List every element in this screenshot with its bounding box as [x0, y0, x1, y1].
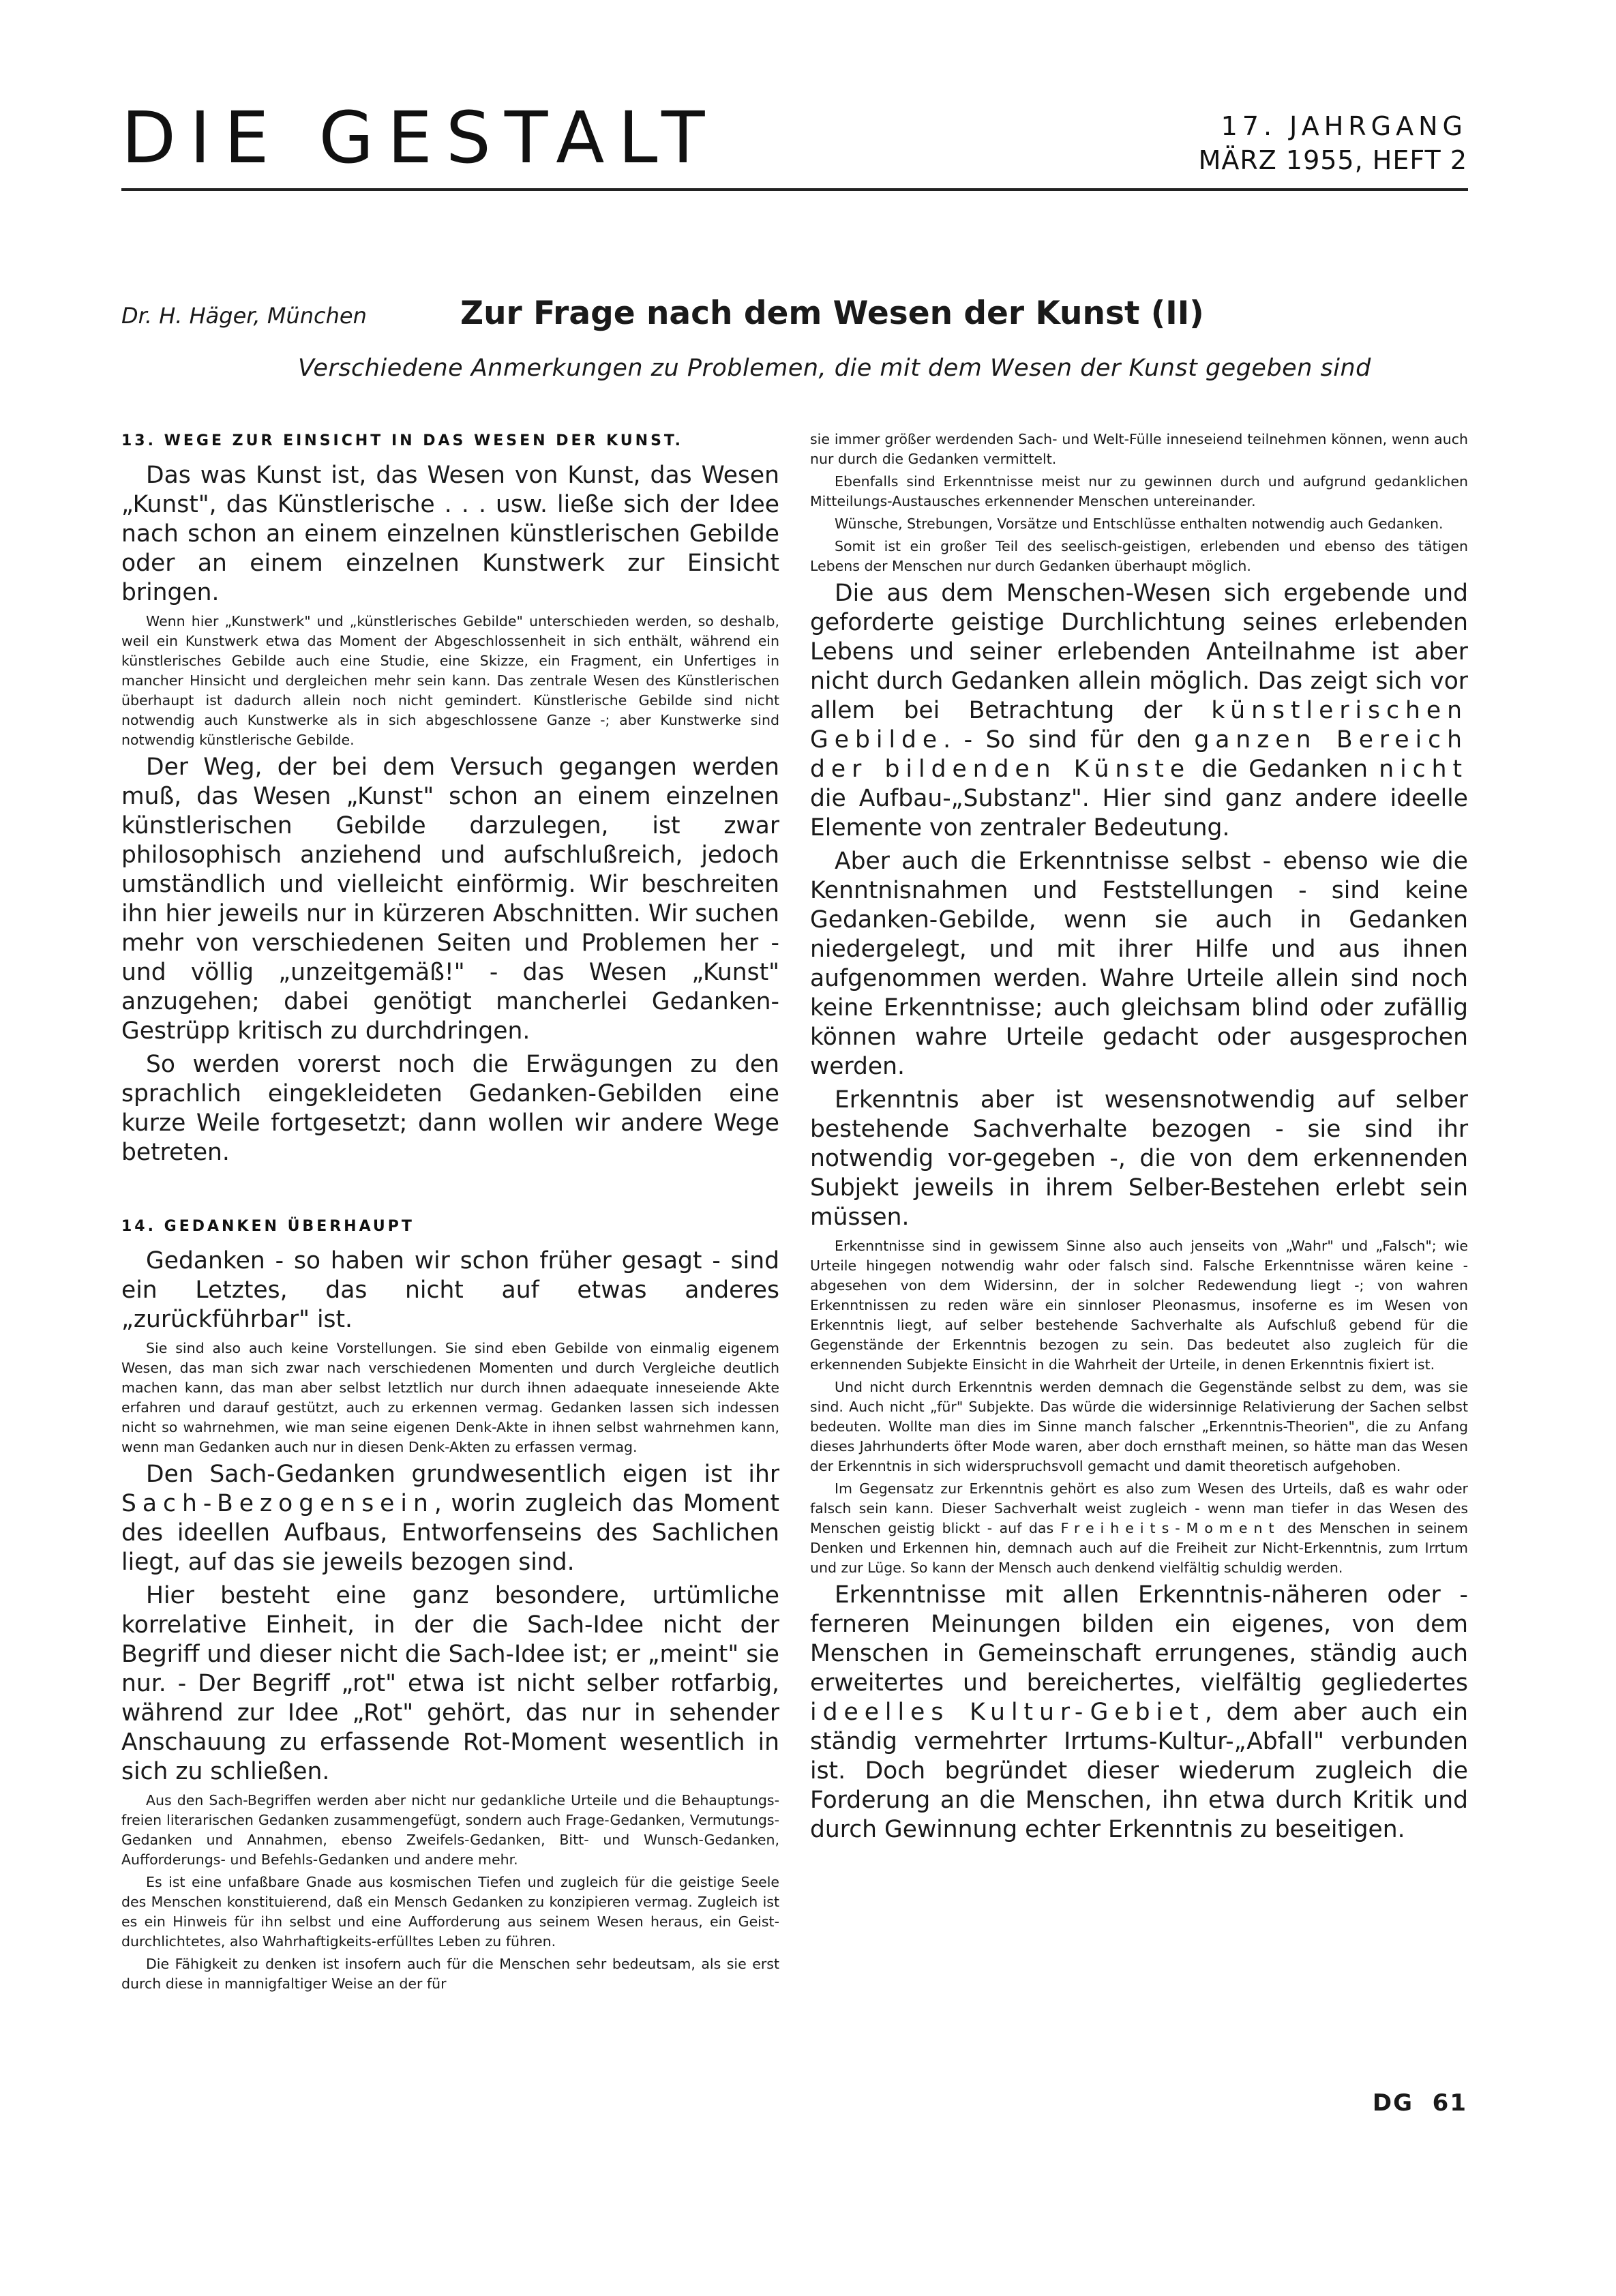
emphasis-text: ganzen Bereich der bildenden Künste — [810, 726, 1468, 783]
text-run: Erkenntnisse mit allen Erkenntnis-näheren oder -ferneren Meinungen bilden ein eigenes, von dem Menschen in Gemeinschaft errungenes, ständig auch erweitertes und bereichertes, vielfältig gegliedertes — [810, 1581, 1468, 1697]
paragraph: So werden vorerst noch die Erwägungen zu den sprachlich eingekleideten Gedanken-Gebilden eine kurze Weile fortgesetzt; dann wollen wir andere Wege betreten. — [121, 1051, 779, 1166]
paragraph: Wünsche, Strebungen, Vorsätze und Entschlüsse enthalten notwendig auch Gedanken. — [835, 516, 1443, 532]
text-run: des Menschen in seinem Denken und Erkennen hin, demnach auch auf die Freiheit zur Nicht-Erkenntnis, zum Irrtum und zur Lüge. So kann der Mensch auch denkend vielfältig schuldig werden. — [810, 1520, 1468, 1576]
section-heading-14: 14. GEDANKEN ÜBERHAUPT — [121, 1218, 415, 1235]
paragraph: Das was Kunst ist, das Wesen von Kunst, das Wesen „Kunst", das Künstlerische . . . usw. ließe sich der Idee nach schon an einem einzelnen künstlerischen Gebilde oder an einem einzelnen Kunstwerk zur Einsicht bringen. — [121, 462, 779, 606]
paragraph: Sie sind also auch keine Vorstellungen. Sie sind eben Gebilde von einmalig eigenem Wesen, das man sich zwar nach verschiedenen Momenten und durch Vergleiche deutlich machen kann, das man aber selbst letztlich nur durch ihnen adaequate inneseiende Akte erfahren und darauf gestützt, auch zu erkennen vermag. Gedanken lassen sich indessen nicht so wahrnehmen, wie man seine eigenen Denk-Akte in ihnen selbst wahrnehmen kann, wenn man Gedanken auch nur in diesen Denk-Akten zu erfassen vermag. — [121, 1340, 779, 1455]
right-column — [810, 430, 1468, 1849]
article-title: Zur Frage nach dem Wesen der Kunst (II) — [460, 295, 1204, 332]
paragraph: Ebenfalls sind Erkenntnisse meist nur zu gewinnen durch und aufgrund gedanklichen Mitteilungs-Austausches erkennender Menschen untereinander. — [810, 473, 1468, 509]
paragraph: Aus den Sach-Begriffen werden aber nicht nur gedankliche Urteile und die Behauptungs-freien literarischen Gedanken zusammengefügt, sondern auch Frage-Gedanken, Vermutungs-Gedanken und Annahmen, ebenso Zweifels-Gedanken, Bitt- und Wunsch-Gedanken, Aufforderungs- und Befehls-Gedanken und andere mehr. — [121, 1792, 779, 1868]
text-run: , worin zugleich das Moment des ideellen Aufbaus, Entworfenseins des Sachlichen liegt, auf das sie jeweils bezogen sind. — [121, 1490, 779, 1576]
article-author: Dr. H. Häger, München — [121, 303, 367, 329]
paragraph: Wenn hier „Kunstwerk" und „künstlerisches Gebilde" unterschieden werden, so deshalb, weil ein Kunstwerk etwa das Moment der Abgeschlossenheit in sich enthält, während ein künstlerisches Gebilde auch eine Studie, eine Skizze, ein Fragment, ein Unfertiges in mancher Hinsicht und dergleichen mehr sein kann. Das zentrale Wesen des Künstlerischen überhaupt ist dadurch allein noch nicht gemindert. Künstlerische Gebilde sind nicht notwendig auch Kunstwerke als in sich abgeschlossene Ganze -; aber Kunstwerke sind notwendig künstlerische Gebilde. — [121, 613, 779, 748]
text-run: Die aus dem Menschen-Wesen sich ergebende und geforderte geistige Durchlichtung seines erlebenden Lebens und seiner erlebenden Anteilnahme ist aber nicht durch Gedanken allein möglich. Das zeigt sich vor allem bei Betrachtung der — [810, 580, 1468, 724]
volume-label: 17. JAHRGANG — [1221, 111, 1467, 141]
paragraph: Es ist eine unfaßbare Gnade aus kosmischen Tiefen und zugleich für die geistige Seele des Menschen konstituierend, daß ein Mensch Gedanken zu konzipieren vermag. Zugleich ist es ein Hinweis für ihn selbst und eine Aufforderung aus seinem Wesen heraus, ein Geist-durchlichtetes, also Wahrhaftigkeits-erfülltes Leben zu führen. — [121, 1874, 779, 1950]
paragraph: Aber auch die Erkenntnisse selbst - ebenso wie die Kenntnisnahmen und Feststellungen - sind keine Gedanken-Gebilde, wenn sie auch in Gedanken niedergelegt, und mit ihrer Hilfe und aus ihnen aufgenommen werden. Wahre Urteile allein sind noch keine Erkenntnisse; auch gleichsam blind oder zufällig können wahre Urteile gedacht oder ausgesprochen werden. — [810, 848, 1468, 1080]
page-number: 61 — [1432, 2089, 1467, 2117]
paragraph: Erkenntnisse sind in gewissem Sinne also auch jenseits von „Wahr" und „Falsch"; wie Urteile hingegen notwendig wahr oder falsch sind. Falsche Erkenntnisse wären keine - abgesehen von dem Widersinn, der in solcher Redewendung liegt -; von wahren Erkenntnissen zu reden wäre ein sinnloser Pleonasmus, insoferne es im Wesen von Erkenntnis liegt, auf selber bestehende Sachverhalte als Aufschluß gebend für die Gegenstände der Erkenntnis bezogen zu sein. Das bedeutet also zugleich für die erkennenden Subjekte Einsicht in die Wahrheit der Urteile, in denen Erkenntnis fixiert ist. — [810, 1238, 1468, 1373]
paragraph — [121, 1460, 779, 1577]
left-column — [121, 430, 779, 1997]
section-heading-13: 13. WEGE ZUR EINSICHT IN DAS WESEN DER KUNST. — [121, 432, 683, 449]
text-run: Im Gegensatz zur Erkenntnis gehört es also zum Wesen des Urteils, daß es wahr oder falsch sein kann. Dieser Sachverhalt weist zugleich - wenn man tiefer in das Wesen des Menschen geistig blickt - auf das — [810, 1480, 1468, 1536]
issue-date: MÄRZ 1955, HEFT 2 — [1198, 145, 1467, 175]
text-run: . - So sind für den — [943, 726, 1181, 754]
emphasis-text: Sach-Bezogensein — [121, 1490, 434, 1517]
paragraph: Somit ist ein großer Teil des seelisch-geistigen, erlebenden und ebenso des tätigen Lebens der Menschen nur durch Gedanken überhaupt möglich. — [810, 538, 1468, 574]
paragraph — [810, 1581, 1468, 1845]
paragraph: Hier besteht eine ganz besondere, urtümliche korrelative Einheit, in der die Sach-Idee nicht der Begriff und dieser nicht die Sach-Idee ist; er „meint" sie nur. - Der Begriff „rot" etwa ist nicht selber rotfarbig, während zur Idee „Rot" gehört, das nur in sehender Anschauung zu erfassende Rot-Moment wesentlich in sich zu schließen. — [121, 1582, 779, 1785]
paragraph: Und nicht durch Erkenntnis werden demnach die Gegenstände selbst zu dem, was sie sind. Auch nicht „für" Subjekte. Das würde die widersinnige Relativierung der Sachen selbst bedeuten. Wollte man dies im Sinne manch falscher „Erkenntnis-Theorien", die zu Anfang dieses Jahrhunderts öfter Mode waren, aber doch ernsthaft meinen, so hätte man das Wesen der Erkenntnis in sich widerspruchsvoll gemacht und damit theoretisch aufgehoben. — [810, 1379, 1468, 1474]
paragraph: Die Fähigkeit zu denken ist insofern auch für die Menschen sehr bedeutsam, als sie erst durch diese in mannigfaltiger Weise an der für — [121, 1956, 779, 1992]
text-run: , dem aber auch ein ständig vermehrter Irrtums-Kultur-„Abfall" verbunden ist. Doch begründet dieser wiederum zugleich die Forderung an die Menschen, ihn etwa durch Kritik und durch Gewinnung echter Erkenntnis zu beseitigen. — [810, 1699, 1468, 1843]
text-run: die Gedanken — [1201, 756, 1368, 783]
paragraph: Gedanken - so haben wir schon früher gesagt - sind ein Letztes, das nicht auf etwas anderes „zurückführbar" ist. — [121, 1247, 779, 1333]
text-run: die Aufbau-„Substanz". Hier sind ganz andere ideelle Elemente von zentraler Bedeutung. — [810, 785, 1468, 841]
article-subtitle: Verschiedene Anmerkungen zu Problemen, die mit dem Wesen der Kunst gegeben sind — [298, 355, 1371, 382]
emphasis-text: nicht — [1379, 756, 1469, 783]
paragraph — [810, 579, 1468, 843]
header-rule — [121, 188, 1468, 191]
page-footer — [1373, 2089, 1467, 2117]
paragraph: sie immer größer werdenden Sach- und Welt-Fülle inneseiend teilnehmen können, wenn auch nur durch die Gedanken vermittelt. — [810, 431, 1468, 467]
emphasis-text: ideelles Kultur-Gebiet — [810, 1699, 1205, 1726]
emphasis-text: künstlerischen Gebilde — [810, 697, 1469, 754]
emphasis-text: Freiheits-Moment — [1060, 1520, 1281, 1536]
paragraph: Erkenntnis aber ist wesensnotwendig auf selber bestehende Sachverhalte bezogen - sie sind ihr notwendig vor-gegeben -, die von dem erkennenden Subjekt jeweils in ihrem Selber-Bestehen erlebt sein müssen. — [810, 1086, 1468, 1231]
paragraph — [810, 1479, 1468, 1578]
paragraph: Der Weg, der bei dem Versuch gegangen werden muß, das Wesen „Kunst" schon an einem einzelnen künstlerischen Gebilde darzulegen, ist zwar philosophisch anziehend und aufschlußreich, jedoch umständlich und vielleicht einförmig. Wir beschreiten ihn hier jeweils nur in kürzeren Abschnitten. Wir suchen mehr von verschiedenen Seiten und Problemen her - und völlig „unzeitgemäß!" - das Wesen „Kunst" anzugehen; dabei genötigt mancherlei Gedanken-Gestrüpp kritisch zu durchdringen. — [121, 754, 779, 1045]
journal-title: DIE GESTALT — [121, 96, 719, 179]
issue-info — [1199, 109, 1467, 177]
journal-abbreviation: DG — [1372, 2089, 1413, 2117]
text-run: Den Sach-Gedanken grundwesentlich eigen ist ihr — [146, 1461, 779, 1488]
